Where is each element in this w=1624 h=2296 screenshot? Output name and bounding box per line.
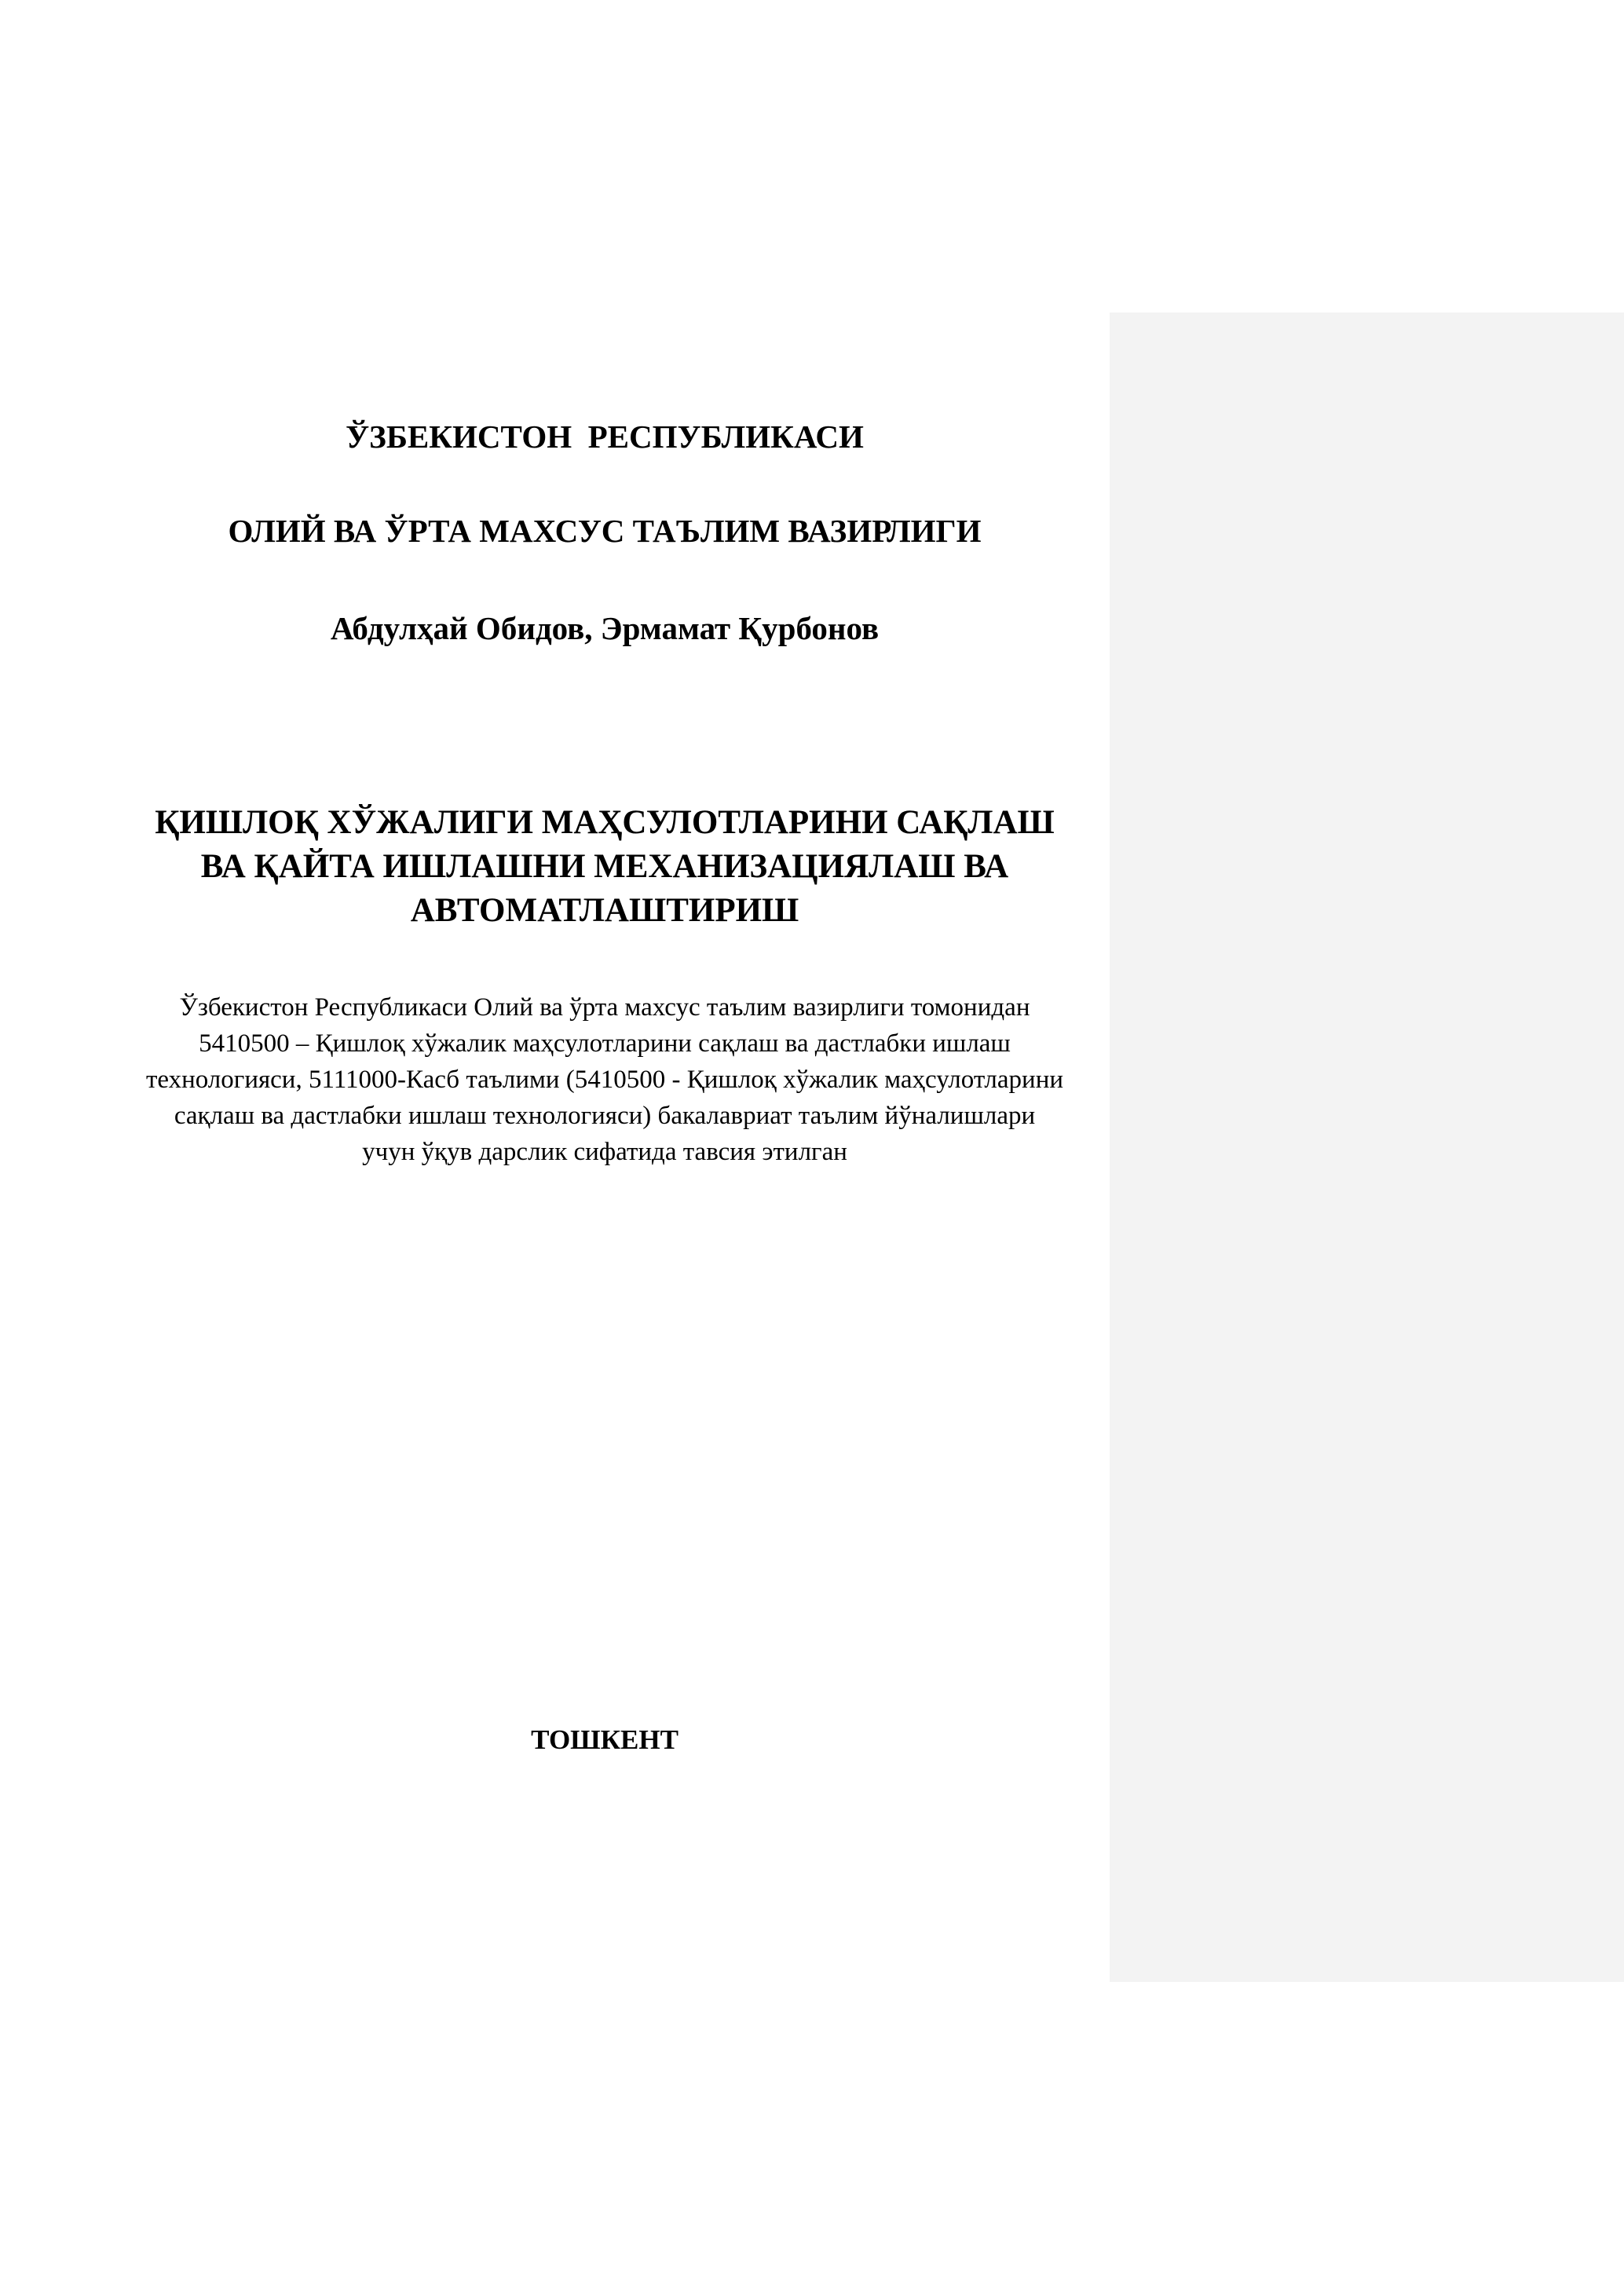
book-title (79, 801, 1131, 933)
recommendation-line: Ўзбекистон Республикаси Олий ва ўрта махсус таълим вазирлиги томонидан (179, 993, 1030, 1022)
country-heading: ЎЗБЕКИСТОН РЕСПУБЛИКАСИ (346, 419, 864, 455)
recommendation-line: технологияси, 5111000-Касб таълими (5410500 - Қишлоқ хўжалик маҳсулотларини (145, 1066, 1064, 1094)
authors-line: Абдулҳай Обидов, Эрмамат Қурбонов (330, 610, 880, 646)
book-title-line: ҚИШЛОҚ ХЎЖАЛИГИ МАҲСУЛОТЛАРИНИ САҚЛАШ (155, 804, 1055, 841)
city-label: ТОШКЕНТ (531, 1724, 678, 1755)
comment-pane (1110, 313, 1624, 1982)
book-title-line: ВА ҚАЙТА ИШЛАШНИ МЕХАНИЗАЦИЯЛАШ ВА (200, 848, 1009, 885)
ministry-heading: ОЛИЙ ВА ЎРТА МАХСУС ТАЪЛИМ ВАЗИРЛИГИ (228, 513, 982, 549)
recommendation-paragraph (79, 989, 1131, 1170)
recommendation-line: 5410500 – Қишлоқ хўжалик маҳсулотларини сақлаш ва дастлабки ишлаш (199, 1029, 1011, 1058)
recommendation-line: учун ўқув дарслик сифатида тавсия этилган (362, 1138, 847, 1166)
book-title-line: АВТОМАТЛАШТИРИШ (410, 892, 799, 929)
recommendation-line: сақлаш ва дастлабки ишлаш технологияси) бакалавриат таълим йўналишлари (174, 1102, 1036, 1130)
